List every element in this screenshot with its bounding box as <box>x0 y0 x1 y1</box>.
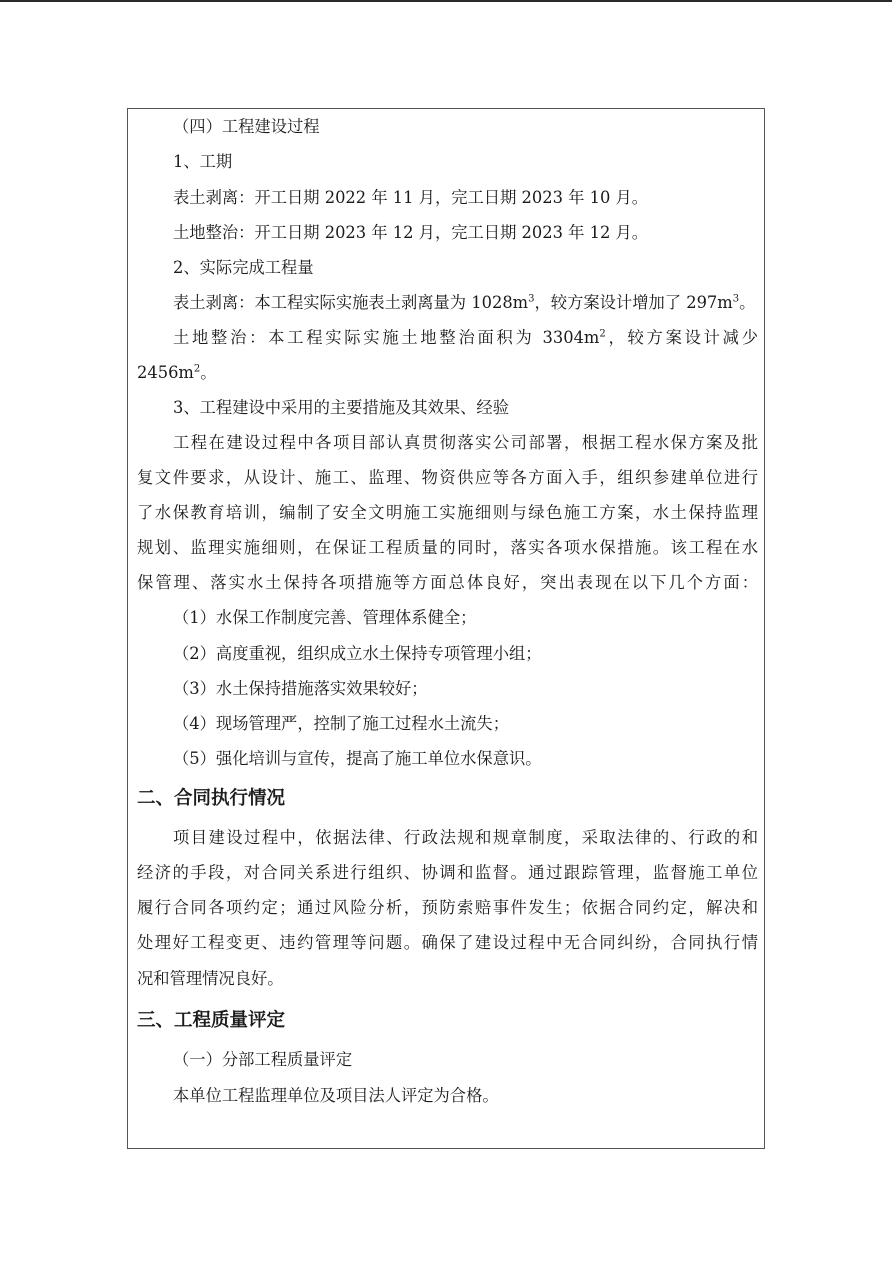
superscript: 2 <box>599 328 606 340</box>
measures-para-line: 规划、监理实施细则，在保证工程质量的同时，落实各项水保措施。该工程在水 <box>137 538 758 557</box>
measures-para-line: 复文件要求，从设计、施工、监理、物资供应等各方面入手，组织参建单位进行 <box>137 468 758 487</box>
measures-para-line: 工程在建设过程中各项目部认真贯彻落实公司部署，根据工程水保方案及批 <box>173 433 758 452</box>
quantity-land-end: 。 <box>200 363 217 382</box>
measures-para-line: 了水保教育培训，编制了安全文明施工实施细则与绿色施工方案，水土保持监理 <box>137 503 758 522</box>
quantity-topsoil-text-2: ，较方案设计增加了 297m <box>534 293 733 312</box>
page-top-border <box>0 0 892 2</box>
measures-list-item: （4）现场管理严，控制了施工过程水土流失； <box>173 714 509 733</box>
measures-para-line: 保管理、落实水土保持各项措施等方面总体良好，突出表现在以下几个方面： <box>137 573 758 592</box>
schedule-heading: 1、工期 <box>173 152 233 171</box>
quality-text: 本单位工程监理单位及项目法人评定为合格。 <box>173 1086 499 1105</box>
quantity-land-cont <box>137 363 217 385</box>
contract-para-line: 履行合同各项约定；通过风险分析，预防索赔事件发生；依据合同约定，解决和 <box>137 898 758 917</box>
schedule-land: 土地整治：开工日期 2023 年 12 月，完工日期 2023 年 12 月。 <box>173 223 649 242</box>
quantity-topsoil-end: 。 <box>739 293 756 312</box>
superscript: 3 <box>732 293 740 305</box>
quantity-heading: 2、实际完成工程量 <box>173 258 314 277</box>
quality-heading: 三、工程质量评定 <box>137 1010 286 1031</box>
measures-list-item: （2）高度重视，组织成立水土保持专项管理小组； <box>173 644 542 663</box>
measures-list-item: （5）强化培训与宣传，提高了施工单位水保意识。 <box>173 749 542 768</box>
quantity-topsoil <box>173 293 755 315</box>
contract-para-line: 项目建设过程中，依据法律、行政法规和规章制度，采取法律的、行政的和 <box>173 828 758 847</box>
section-four-title: （四）工程建设过程 <box>173 117 320 136</box>
contract-para-line: 经济的手段，对合同关系进行组织、协调和监督。通过跟踪管理，监督施工单位 <box>137 863 758 882</box>
superscript: 2 <box>193 363 201 375</box>
superscript: 3 <box>528 293 535 305</box>
quality-sub-heading: （一）分部工程质量评定 <box>173 1050 353 1069</box>
schedule-topsoil: 表土剥离：开工日期 2022 年 11 月，完工日期 2023 年 10 月。 <box>173 188 649 207</box>
contract-para-line: 处理好工程变更、违约管理等问题。确保了建设过程中无合同纠纷，合同执行情 <box>137 933 758 952</box>
contract-heading: 二、合同执行情况 <box>137 788 286 809</box>
quantity-land-text: 土地整治：本工程实际实施土地整治面积为 3304m <box>173 328 600 347</box>
contract-para-line: 况和管理情况良好。 <box>137 969 284 988</box>
measures-list-item: （1）水保工作制度完善、管理体系健全； <box>173 608 477 627</box>
quantity-land-text-2: ，较方案设计减少 <box>605 328 758 347</box>
measures-list-item: （3）水土保持措施落实效果较好； <box>173 679 428 698</box>
measures-heading: 3、工程建设中采用的主要措施及其效果、经验 <box>173 398 509 417</box>
quantity-land-value: 2456m <box>137 363 194 382</box>
quantity-topsoil-text: 表土剥离：本工程实际实施表土剥离量为 1028m <box>173 293 529 312</box>
quantity-land <box>137 328 758 350</box>
